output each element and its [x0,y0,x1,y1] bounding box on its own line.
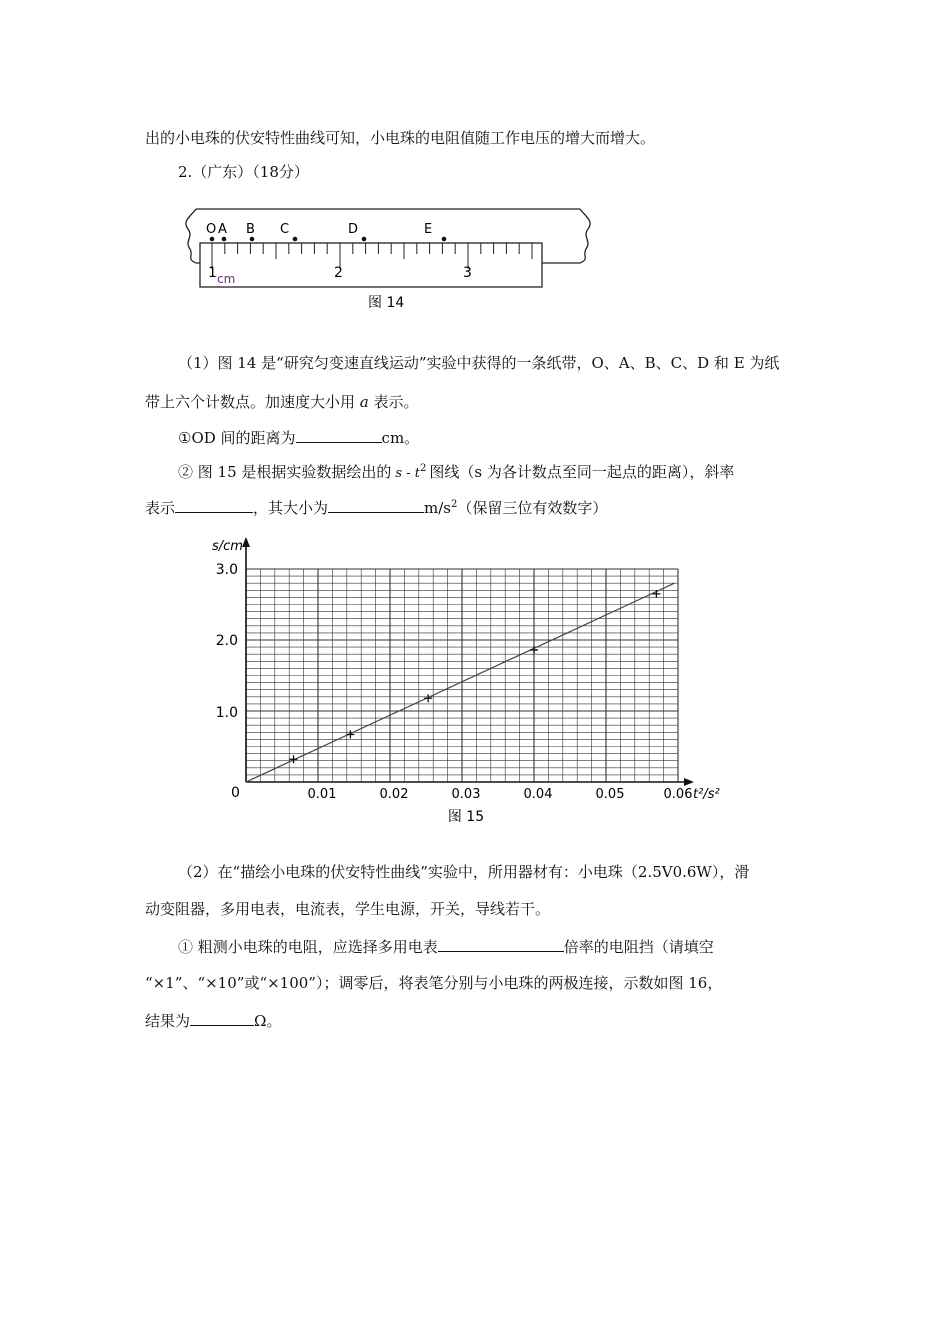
x-axis-label: t²/s² [693,787,720,802]
y-tick-label-3: 3.0 [215,562,238,578]
figure-14-caption: 图 14 [368,295,405,311]
y-axis-arrow [242,537,250,547]
question-1-2-line-2-mid: ，其大小为 [253,499,329,517]
paragraph-continuation: 出的小电珠的伏安特性曲线可知，小电珠的电阻值随工作电压的增大而增大。 [145,129,656,147]
question-1-2-line-2-post: （保留三位有效数字） [457,499,608,517]
point-e-label: E [424,222,433,237]
point-o-dot [210,237,215,242]
chart-grid [246,569,678,782]
question-1-2-pre: ② 图 15 是根据实验数据绘出的 [178,463,392,481]
data-point-1 [290,755,298,763]
point-a-label: A [218,222,227,237]
question-1-1 [178,427,419,448]
part-1-line-1: （1）图 14 是“研究匀变速直线运动”实验中获得的一条纸带，O、A、B、C、D 和 E 为纸 [178,354,780,372]
point-d-dot [362,237,367,242]
figure-14-tape [180,205,620,315]
question-1-2-post: 图线（s 为各计数点至同一起点的距离），斜率 [429,463,735,481]
slope-value-blank[interactable] [328,497,424,513]
part-2-line-5-post: Ω。 [254,1012,282,1030]
question-2-header: 2.（广东）（18分） [178,163,309,181]
part-2-line-1: （2）在“描绘小电珠的伏安特性曲线”实验中，所用器材有：小电珠（2.5V0.6W），滑 [178,863,750,881]
question-1-2-line-2 [145,497,607,518]
question-1-1-pre: ①OD 间的距离为 [178,429,296,447]
part-1-line-2-b: 表示。 [368,393,419,411]
ruler-number-1: 1 [208,265,217,281]
y-tick-label-2: 2.0 [215,633,238,649]
acceleration-variable: a [359,393,369,411]
unit-ms: m/s [424,499,452,517]
part-1-line-2 [145,392,419,412]
point-b-dot [250,237,255,242]
x-tick-label-5: 0.05 [595,787,625,802]
slope-meaning-blank[interactable] [175,497,253,513]
x-tick-label-4: 0.04 [523,787,553,802]
point-e-dot [442,237,447,242]
question-1-2-line-1: ② 图 15 是根据实验数据绘出的 s - $t^2$ 图线（s 为各计数点至同一起点的距离），斜率 [178,463,735,481]
part-2-line-5-pre: 结果为 [145,1012,191,1030]
part-1-line-2-a: 带上六个计数点。加速度大小用 [145,393,360,411]
point-o-label: O [206,222,217,237]
y-tick-label-1: 1.0 [215,705,238,721]
tape-points [210,237,447,242]
y-axis-label: s/cm [212,539,243,554]
part-2-line-3-pre: ① 粗测小电珠的电阻，应选择多用电表 [178,938,438,956]
origin-label: 0 [231,785,240,801]
part-2-line-5 [145,1010,281,1031]
resistance-result-blank[interactable] [190,1010,254,1026]
point-b-label: B [246,222,255,237]
x-tick-label-6: 0.06 [663,787,693,802]
point-d-label: D [348,222,359,237]
x-tick-label-2: 0.02 [379,787,409,802]
ruler-unit: cm [217,272,236,286]
question-1-2-line-2-pre: 表示 [145,499,176,517]
figure-15-chart [200,530,740,830]
part-2-line-3 [178,936,714,957]
part-2-line-3-post: 倍率的电阻挡（请填空 [563,938,714,956]
point-c-label: C [280,222,290,237]
od-distance-blank[interactable] [296,427,382,443]
x-axis-arrow [684,778,694,786]
s-variable: s [395,466,403,481]
part-2-line-4: “×1”、“×10”或“×100”）；调零后，将表笔分别与小电珠的两极连接，示数如图 16， [145,974,723,992]
part-2-line-2: 动变阻器，多用电表，电流表，学生电源，开关，导线若干。 [145,900,551,918]
question-1-1-post: cm。 [381,429,420,447]
multimeter-range-blank[interactable] [438,936,564,952]
figure-15-caption: 图 15 [447,809,485,825]
x-tick-label-1: 0.01 [307,787,337,802]
t-squared-sup: 2 [419,463,427,474]
data-point-5 [652,590,660,598]
point-c-dot [293,237,298,242]
t-variable: t [414,466,420,481]
ruler-number-2: 2 [334,265,343,281]
x-tick-label-3: 0.03 [451,787,481,802]
point-a-dot [222,237,227,242]
data-point-3 [424,694,432,702]
ruler-number-3: 3 [463,265,472,281]
unit-sup: 2 [451,499,458,510]
